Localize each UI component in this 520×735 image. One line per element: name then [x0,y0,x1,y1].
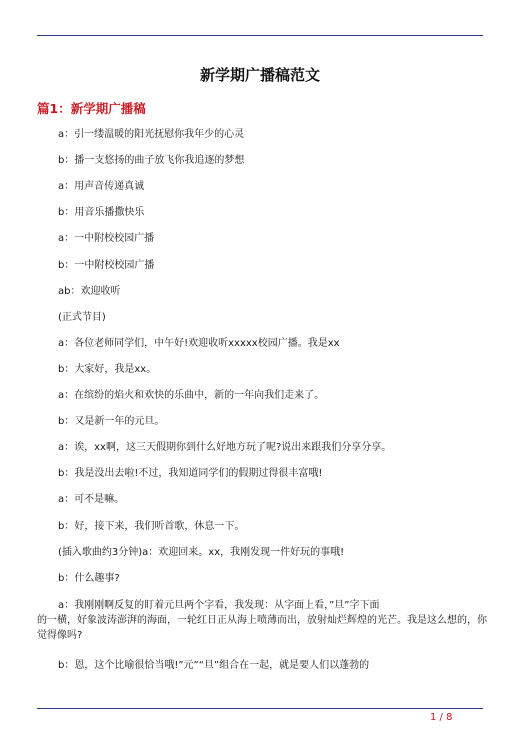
paragraph: a：引一缕温暖的阳光抚慰你我年少的心灵 [58,129,245,140]
long-paragraph-line1: a：我刚刚啊反复的盯着元旦两个字看，我发现：从字面上看，”旦”字下面 [58,600,380,611]
paragraph: b：一中附校校园广播 [58,259,155,271]
paragraph: b：又是新一年的元旦。 [58,416,165,428]
page-number: 1 / 8 [430,712,453,723]
section-heading: 篇1：新学期广播稿 [37,101,146,116]
paragraph: b：大家好，我是xx。 [58,363,157,375]
long-paragraph [37,598,487,643]
paragraph: b：我是没出去啦!不过，我知道同学们的假期过得很丰富哦! [58,468,323,480]
paragraph: b：用音乐播撒快乐 [58,207,145,219]
paragraph: (正式节目) [58,311,106,323]
paragraph: a：一中附校校园广播 [58,233,155,245]
paragraph: a：各位老师同学们，中午好!欢迎收听xxxxx校园广播。我是xx [58,337,340,349]
paragraph: a：可不是嘛。 [58,494,125,506]
document-title: 新学期广播稿范文 [199,66,320,84]
header-rule [37,35,483,36]
paragraph: (插入歌曲约3分钟)a：欢迎回来。xx，我刚发现一件好玩的事哦! [58,546,345,558]
paragraph: a：在缤纷的焰火和欢快的乐曲中，新的一年向我们走来了。 [58,390,325,401]
paragraph: b：播一支悠扬的曲子放飞你我追逐的梦想 [58,155,245,167]
paragraph: ab：欢迎收听 [58,285,121,297]
footer-rule [37,708,483,709]
last-paragraph: b：恩，这个比喻很恰当哦!”元”“旦”组合在一起，就是要人们以蓬勃的 [58,660,370,671]
paragraph: b：好，接下来，我们听首歌，休息一下。 [58,520,245,532]
paragraph: a：诶，xx啊，这三天假期你到什么好地方玩了呢?说出来跟我们分享分享。 [58,442,392,454]
long-paragraph-rest: 的一横，好象波涛澎湃的海面，一轮红日正从海上喷薄而出，放射灿烂辉煌的光芒。我是这么想的，你觉得像吗? [37,615,487,641]
paragraph: a：用声音传递真诚 [58,181,145,193]
paragraph: b：什么趣事? [58,572,120,584]
